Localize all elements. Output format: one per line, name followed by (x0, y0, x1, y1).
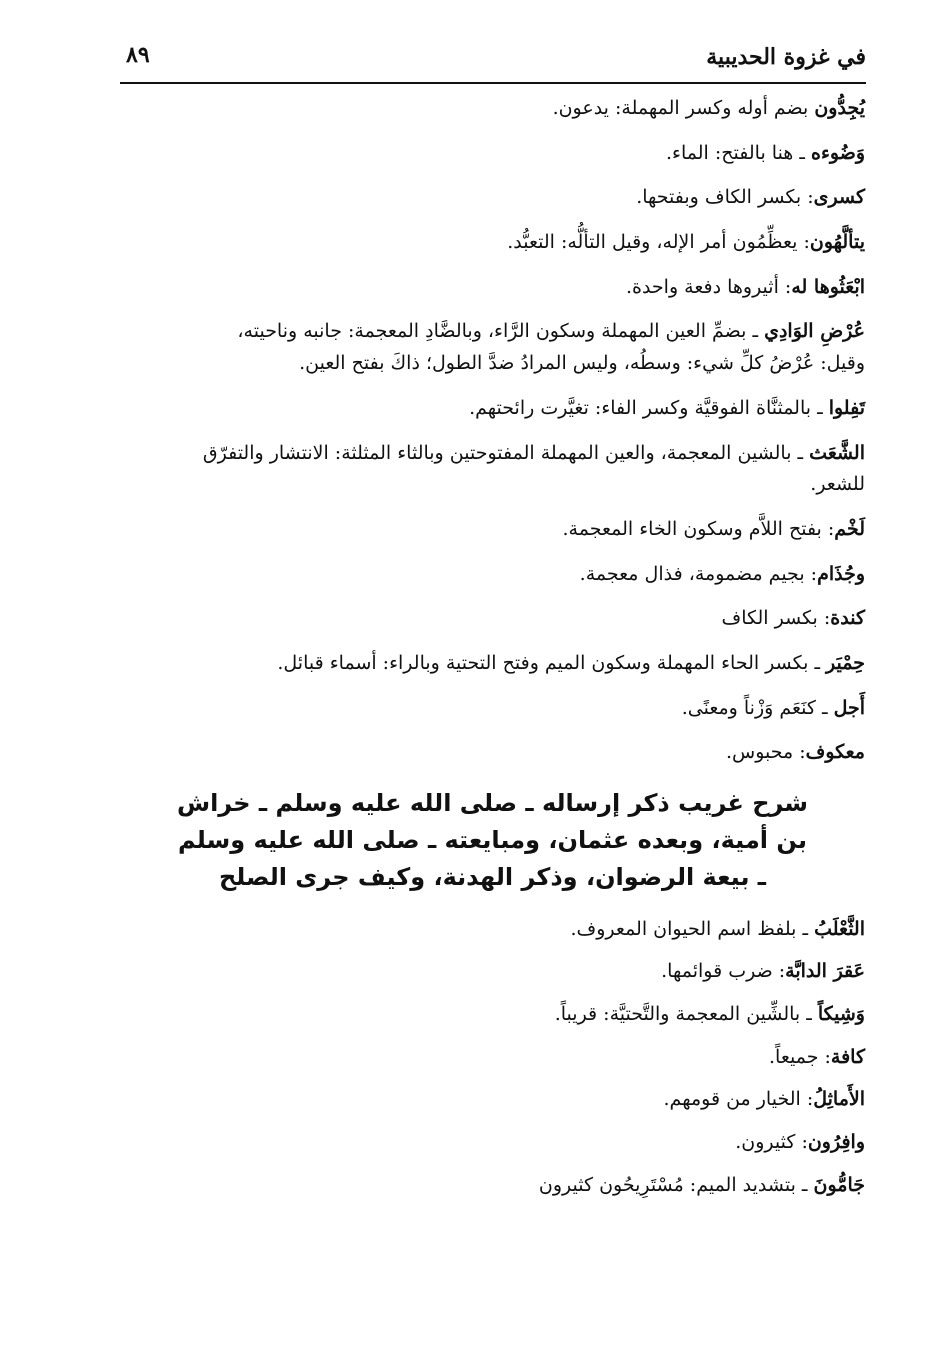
gloss-entry (120, 319, 865, 344)
gloss-entry (120, 1002, 865, 1027)
gloss-definition: ـ بتشديد الميم: مُسْتَرِيحُون كثيرون (538, 1173, 814, 1196)
gloss-entry (120, 396, 865, 421)
gloss-entry (120, 185, 865, 210)
gloss-definition: : جميعاً. (768, 1045, 831, 1068)
gloss-continuation: للشعر. (810, 473, 865, 496)
gloss-entry (120, 1130, 865, 1155)
gloss-definition: : بكسر الكاف (721, 607, 831, 630)
gloss-definition: : كثيرون. (735, 1131, 808, 1153)
gloss-entry (120, 1045, 865, 1070)
gloss-term: لَخْم (834, 517, 865, 540)
gloss-term: الأَماثِلُ (813, 1088, 865, 1111)
gloss-term: أَجل (833, 696, 865, 719)
gloss-entry (120, 917, 865, 942)
gloss-term: كافة (830, 1045, 865, 1068)
gloss-entry (120, 606, 865, 631)
gloss-term: وافِرُون (807, 1131, 865, 1153)
gloss-entry (120, 275, 865, 300)
gloss-definition: : الخيار من قومهم. (663, 1088, 814, 1111)
gloss-term: وَشِيكاً (817, 1002, 865, 1025)
gloss-definition: ـ هنا بالفتح: الماء. (666, 141, 811, 164)
gloss-definition: : ضرب قوائمها. (661, 960, 786, 983)
running-title: في غزوة الحديبية (706, 44, 866, 70)
gloss-term: الثَّعْلَبُ (814, 917, 865, 940)
gloss-definition: : يعظِّمُون أمر الإله، وقيل التألُّه: التعبُّد. (507, 231, 810, 254)
gloss-entry (120, 141, 865, 166)
gloss-definition: : بكسر الكاف وبفتحها. (636, 186, 814, 209)
gloss-term: حِمْيَر (826, 651, 865, 674)
gloss-definition: : محبوس. (725, 741, 806, 764)
gloss-definition: : بجيم مضمومة، فذال معجمة. (579, 562, 818, 585)
gloss-definition: ـ بالشين المعجمة، والعين المهملة المفتوحتين وبالثاء المثلثة: الانتشار والتفرّق (202, 441, 810, 464)
gloss-term: وَضُوءه (810, 141, 865, 164)
gloss-definition: ـ بكسر الحاء المهملة وسكون الميم وفتح التحتية وبالراء: أسماء قبائل. (277, 651, 827, 674)
gloss-definition: ـ بالمثنَّاة الفوقيَّة وكسر الفاء: تغيَّرت رائحتهم. (469, 396, 829, 419)
gloss-entry (120, 562, 865, 587)
section-heading: شرح غريب ذكر إرساله ـ صلى الله عليه وسلم ـ خراش بن أمية، وبعده عثمان، ومبايعته ـ صلى الله عليه وسلم ـ بيعة الرضوان، وذكر الهدنة، وكيف جرى الصلح (176, 789, 809, 892)
page-number: ٨٩ (126, 42, 150, 68)
gloss-entry (120, 441, 865, 466)
gloss-term: يُجِدُّون (814, 97, 865, 119)
gloss-entry (120, 651, 865, 676)
gloss-entry (120, 740, 865, 765)
gloss-term: يتألَّهُون (809, 231, 865, 254)
gloss-term: معكوف (805, 741, 865, 764)
gloss-definition: : بفتح اللاَّم وسكون الخاء المعجمة. (562, 517, 835, 540)
gloss-entry (120, 1087, 865, 1112)
gloss-entry (120, 230, 865, 255)
gloss-definition: : أثيروها دفعة واحدة. (625, 275, 792, 298)
gloss-term: جَامُّونَ (813, 1173, 865, 1196)
gloss-term: الشَّعَث (809, 441, 865, 464)
gloss-entry (120, 1173, 865, 1198)
gloss-term: تَفِلوا (828, 396, 865, 419)
gloss-term: كسرى (813, 186, 865, 209)
gloss-continuation: وقيل: عُرْضُ كلِّ شيء: وسطُه، وليس المرادُ ضدَّ الطول؛ ذاكَ بفتح العين. (299, 352, 865, 375)
gloss-definition: ـ كنَعَم وَزْناً ومعنًى. (681, 696, 834, 719)
gloss-term: وجُذَام (817, 562, 865, 585)
gloss-term: عَقرَ الدابَّة (785, 960, 865, 983)
gloss-entry (120, 517, 865, 542)
page-header (120, 38, 866, 84)
gloss-term: عُرْضِ الوَادِي (764, 320, 865, 343)
gloss-entry (120, 696, 865, 721)
gloss-definition: ـ بالشِّين المعجمة والتَّحتيَّة: قريباً. (554, 1002, 818, 1025)
gloss-definition: بضم أوله وكسر المهملة: يدعون. (552, 97, 815, 119)
gloss-entry (120, 96, 865, 121)
gloss-definition: ـ بضمِّ العين المهملة وسكون الرَّاء، وبالضَّادِ المعجمة: جانبه وناحيته، (237, 320, 765, 343)
gloss-term: ابْعَثُوها له (791, 275, 865, 298)
gloss-entry (120, 959, 865, 984)
gloss-definition: ـ بلفظ اسم الحيوان المعروف. (570, 917, 815, 940)
page-body (120, 96, 865, 1215)
gloss-term: كندة (830, 607, 865, 630)
